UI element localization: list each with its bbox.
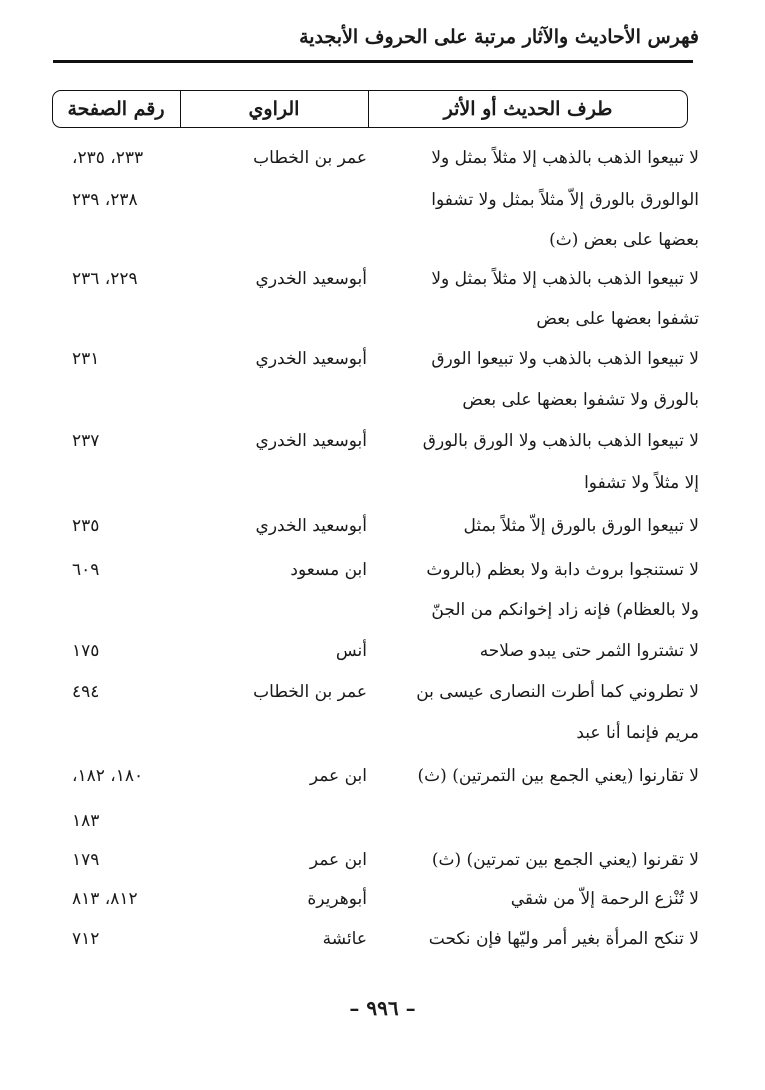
page-reference: ١٨٣ xyxy=(72,811,100,831)
page-reference: ١٧٩ xyxy=(72,850,100,870)
table-row xyxy=(0,385,765,415)
column-divider xyxy=(180,91,182,127)
hadith-text: بالورق ولا تشفوا بعضها على بعض xyxy=(462,390,699,410)
hadith-text: لا تُنْزع الرحمة إلاّ من شقي xyxy=(510,889,699,909)
table-row xyxy=(0,225,765,255)
narrator-name: أبوسعيد الخدري xyxy=(255,269,367,289)
hadith-text: لا تستنجوا بروث دابة ولا بعظم (بالروث xyxy=(426,560,699,580)
page-reference: ٢٣٧ xyxy=(72,431,100,451)
column-header-hadith: طرف الحديث أو الأثر xyxy=(443,98,613,120)
table-row xyxy=(0,806,765,836)
table-row xyxy=(0,511,765,541)
hadith-text: لا تبيعوا الورق بالورق إلاّ مثلاً بمثل xyxy=(463,516,699,536)
page-reference: ٦٠٩ xyxy=(72,560,100,580)
hadith-text: بعضها على بعض (ث) xyxy=(549,230,699,250)
table-row xyxy=(0,304,765,334)
page-reference: ٢٣٨، ٢٣٩ xyxy=(72,190,138,210)
table-row xyxy=(0,845,765,875)
table-row xyxy=(0,924,765,954)
hadith-text: الوالورق بالورق إلاّ مثلاً بمثل ولا تشفوا xyxy=(431,190,699,210)
narrator-name: أبوسعيد الخدري xyxy=(255,516,367,536)
narrator-name: أبوهريرة xyxy=(307,889,367,909)
hadith-text: لا تبيعوا الذهب بالذهب إلا مثلاً بمثل ولا xyxy=(431,269,699,289)
hadith-text: إلا مثلاً ولا تشفوا xyxy=(584,473,699,493)
header-rule xyxy=(53,60,693,63)
page-reference: ٨١٢، ٨١٣ xyxy=(72,889,138,909)
page-reference: ١٧٥ xyxy=(72,641,100,661)
table-row xyxy=(0,264,765,294)
page-number: – ٩٩٦ – xyxy=(349,996,416,1020)
hadith-text: مريم فإنما أنا عبد xyxy=(576,723,699,743)
hadith-text: لا تطروني كما أطرت النصارى عيسى بن xyxy=(416,682,699,702)
page-reference: ١٨٠، ١٨٢، xyxy=(72,766,144,786)
hadith-text: تشفوا بعضها على بعض xyxy=(536,309,699,329)
table-row xyxy=(0,555,765,585)
narrator-name: أنس xyxy=(335,641,367,661)
hadith-text: لا تشتروا الثمر حتى يبدو صلاحه xyxy=(479,641,699,661)
narrator-name: ابن عمر xyxy=(309,766,367,786)
hadith-text: لا تبيعوا الذهب بالذهب ولا الورق بالورق xyxy=(422,431,699,451)
table-row xyxy=(0,344,765,374)
narrator-name: أبوسعيد الخدري xyxy=(255,431,367,451)
page-reference: ٢٣١ xyxy=(72,349,100,369)
table-row xyxy=(0,677,765,707)
hadith-text: لا تقارنوا (يعني الجمع بين التمرتين) (ث) xyxy=(417,766,699,786)
column-header-page: رقم الصفحة xyxy=(67,98,165,120)
table-row xyxy=(0,426,765,456)
narrator-name: عمر بن الخطاب xyxy=(253,148,367,168)
running-header: فهرس الأحاديث والآثار مرتبة على الحروف الأبجدية xyxy=(299,26,699,48)
table-row xyxy=(0,468,765,498)
table-row xyxy=(0,185,765,215)
narrator-name: ابن عمر xyxy=(309,850,367,870)
table-row xyxy=(0,884,765,914)
page-reference: ٢٢٩، ٢٣٦ xyxy=(72,269,138,289)
column-header-narrator: الراوي xyxy=(248,98,300,120)
hadith-text: لا تبيعوا الذهب بالذهب إلا مثلاً بمثل ولا xyxy=(431,148,699,168)
table-header xyxy=(52,90,688,128)
narrator-name: عمر بن الخطاب xyxy=(253,682,367,702)
page-reference: ٤٩٤ xyxy=(72,682,100,702)
page-reference: ٢٣٥ xyxy=(72,516,100,536)
column-divider xyxy=(368,91,370,127)
narrator-name: عائشة xyxy=(322,929,367,949)
narrator-name: أبوسعيد الخدري xyxy=(255,349,367,369)
table-row xyxy=(0,595,765,625)
hadith-text: لا تنكح المرأة بغير أمر وليّها فإن نكحت xyxy=(428,929,699,949)
hadith-text: لا تبيعوا الذهب بالذهب ولا تبيعوا الورق xyxy=(431,349,699,369)
page-reference: ٢٣٣، ٢٣٥، xyxy=(72,148,144,168)
page-reference: ٧١٢ xyxy=(72,929,100,949)
table-row xyxy=(0,636,765,666)
table-row xyxy=(0,761,765,791)
table-row xyxy=(0,143,765,173)
hadith-text: لا تقرنوا (يعني الجمع بين تمرتين) (ث) xyxy=(431,850,699,870)
table-row xyxy=(0,718,765,748)
hadith-text: ولا بالعظام) فإنه زاد إخوانكم من الجنّ xyxy=(431,600,699,620)
narrator-name: ابن مسعود xyxy=(290,560,367,580)
